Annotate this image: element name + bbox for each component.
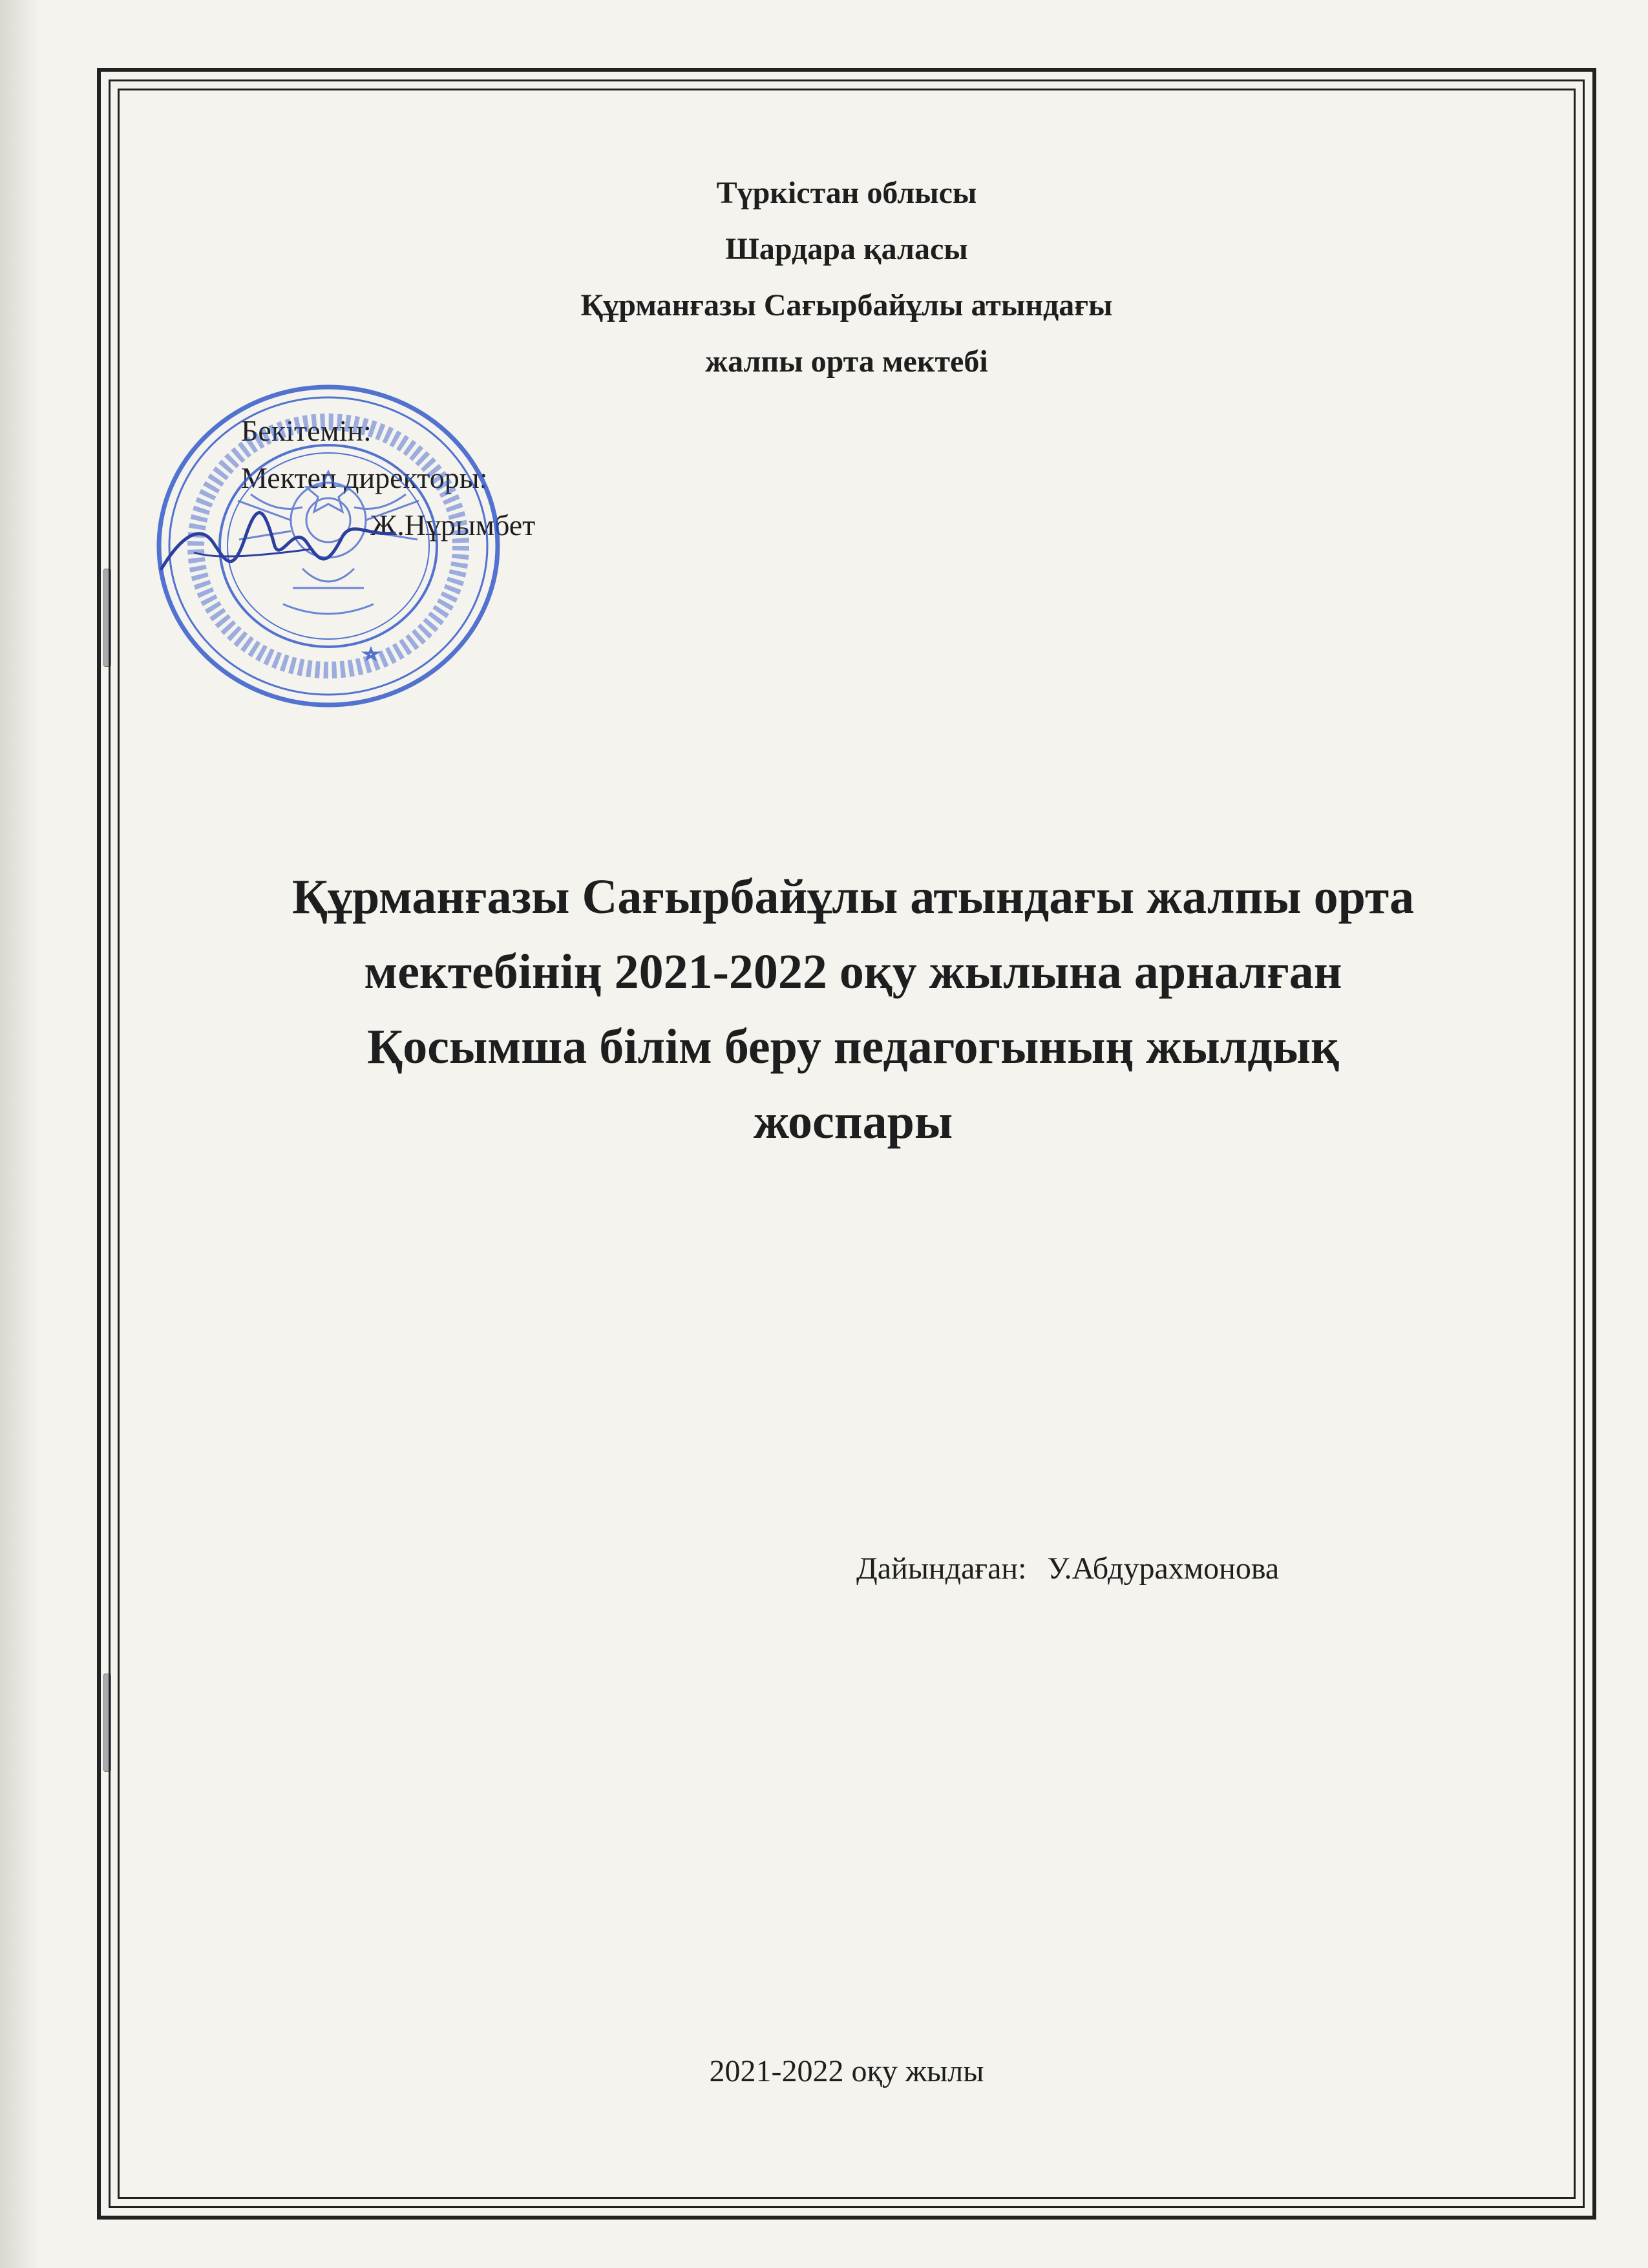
title-line-1: Құрманғазы Сағырбайұлы атындағы жалпы орта — [291, 870, 1415, 924]
header-region: Түркістан облысы — [716, 176, 977, 210]
prepared-by-name: У.Абдурахмонова — [1047, 1551, 1280, 1586]
academic-year-footer: 2021-2022 оқу жылы — [709, 2054, 984, 2088]
title-line-2: мектебінің 2021-2022 оқу жылына арналған — [364, 945, 1342, 999]
title-line-4: жоспары — [753, 1095, 953, 1149]
document-title — [207, 859, 1499, 1159]
header-school-name: Құрманғазы Сағырбайұлы атындағы — [580, 288, 1113, 322]
header-city: Шардара қаласы — [725, 232, 968, 266]
prepared-by-label: Дайындаған: — [856, 1551, 1027, 1586]
school-header — [118, 165, 1576, 390]
approval-position: Мектеп директоры: — [241, 461, 488, 494]
director-signature-icon — [155, 498, 401, 588]
approval-signer-name: Ж.Нұрымбет — [370, 509, 536, 541]
scan-shadow — [0, 0, 39, 2268]
title-line-3: Қосымша білім беру педагогының жылдық — [367, 1020, 1339, 1074]
header-school-type: жалпы орта мектебі — [705, 344, 988, 379]
approval-label: Бекітемін: — [241, 414, 372, 447]
prepared-by — [856, 1551, 1279, 1586]
